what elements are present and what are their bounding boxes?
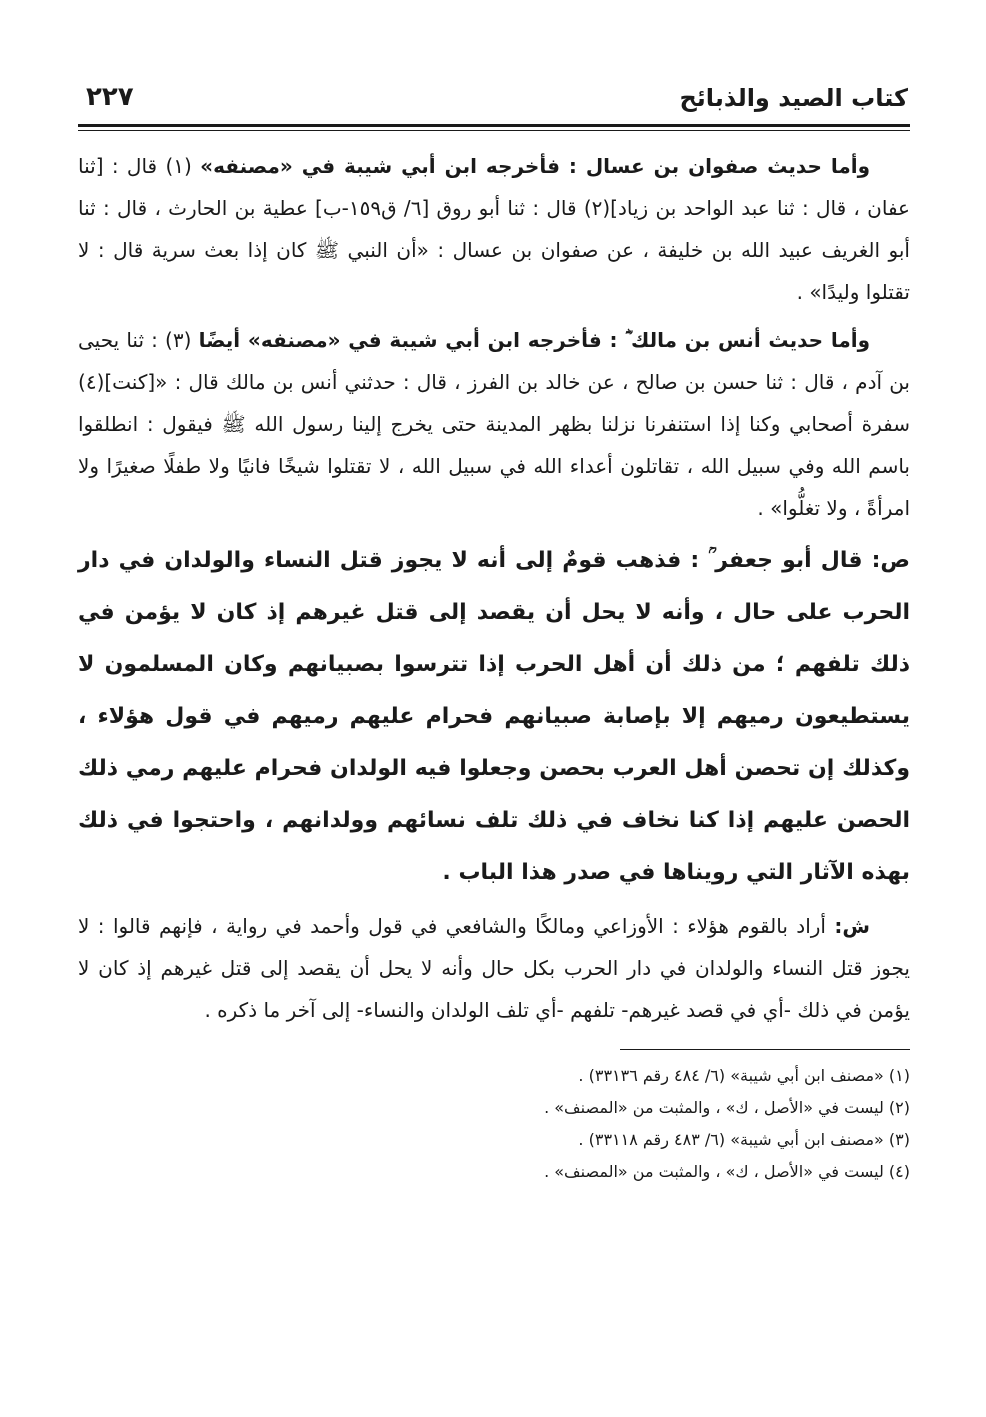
header-rule-thin [78, 130, 910, 131]
body-text [78, 145, 910, 1031]
paragraph-text: (٣) : ثنا يحيى بن آدم ، قال : ثنا حسن بن صالح ، عن خالد بن الفرز ، قال : حدثني أنس بن مالك قال : «[كنت](٤) سفرة أصحابي وكنا إذا استنفرنا نزلنا بظهر المدينة حتى يخرج إلينا رسول الله ﷺ فيقول : انطلقوا باسم الله وفي سبيل الله ، تقاتلون أعداء الله في سبيل الله ، لا تقتلوا شيخًا فانيًا ولا طفلًا صغيرًا ولا امرأةً ، ولا تغلُّوا» . [78, 328, 910, 520]
paragraph-lead: ش: [834, 914, 871, 938]
footnote-3: (٣) «مصنف ابن أبي شيبة» (٦/ ٤٨٣ رقم ٣٣١١٨) . [578, 1130, 910, 1149]
paragraph-text: أراد بالقوم هؤلاء : الأوزاعي ومالكًا والشافعي في قول وأحمد في رواية ، فإنهم قالوا : لا يجوز قتل النساء والولدان في دار الحرب بكل حال وأنه لا يحل أن يقصد إلى قتل غيرهم إذ كان لا يؤمن في ذلك -أي في قصد غيرهم- تلفهم -أي تلف الولدان والنساء- إلى آخر ما ذكره . [78, 914, 910, 1022]
footnote-rule [620, 1049, 910, 1050]
page-number: ٢٢٧ [86, 82, 134, 112]
paragraph-commentary [78, 905, 910, 1031]
footnote-2: (٢) ليست في «الأصل ، ك» ، والمثبت من «المصنف» . [544, 1098, 910, 1117]
footnotes [78, 1060, 910, 1188]
page-header [78, 78, 910, 122]
paragraph-lead: وأما حديث صفوان بن عسال : فأخرجه ابن أبي شيبة في «مصنفه» [200, 154, 871, 178]
footnote-1: (١) «مصنف ابن أبي شيبة» (٦/ ٤٨٤ رقم ٣٣١٣٦) . [578, 1066, 910, 1085]
paragraph-lead: ص: [871, 548, 910, 573]
book-title: كتاب الصيد والذبائح [679, 84, 908, 112]
paragraph-safwan-hadith [78, 145, 910, 313]
paragraph-anas-hadith [78, 319, 910, 529]
header-rule-thick [78, 124, 910, 127]
paragraph-lead: وأما حديث أنس بن مالك ؓ : فأخرجه ابن أبي شيبة في «مصنفه» أيضًا [198, 328, 871, 352]
page [78, 78, 910, 1188]
paragraph-text: (١) قال : [ثنا عفان ، قال : ثنا عبد الواحد بن زياد](٢) قال : ثنا أبو روق [٦/ ق١٥٩-ب] عطية بن الحارث ، قال : ثنا أبو الغريف عبيد الله بن خليفة ، عن صفوان بن عسال : «أن النبي ﷺ كان إذا بعث سرية قال : لا تقتلوا وليدًا» . [78, 154, 910, 304]
footnote-4: (٤) ليست في «الأصل ، ك» ، والمثبت من «المصنف» . [544, 1162, 910, 1181]
paragraph-text: قال أبو جعفر ؒ : فذهب قومٌ إلى أنه لا يجوز قتل النساء والولدان في دار الحرب على حال ، وأنه لا يحل أن يقصد إلى قتل غيرهم إذ كان لا يؤمن في ذلك تلفهم ؛ من ذلك أن أهل الحرب إذا تترسوا بصبيانهم وكان المسلمون لا يستطيعون رميهم إلا بإصابة صبيانهم فحرام عليهم رميهم في قول هؤلاء ، وكذلك إن تحصن أهل العرب بحصن وجعلوا فيه الولدان فحرام عليهم رمي ذلك الحصن عليهم إذا كنا نخاف في ذلك تلف نسائهم وولدانهم ، واحتجوا في ذلك بهذه الآثار التي رويناها في صدر هذا الباب . [78, 548, 910, 885]
paragraph-main-text [78, 535, 910, 899]
